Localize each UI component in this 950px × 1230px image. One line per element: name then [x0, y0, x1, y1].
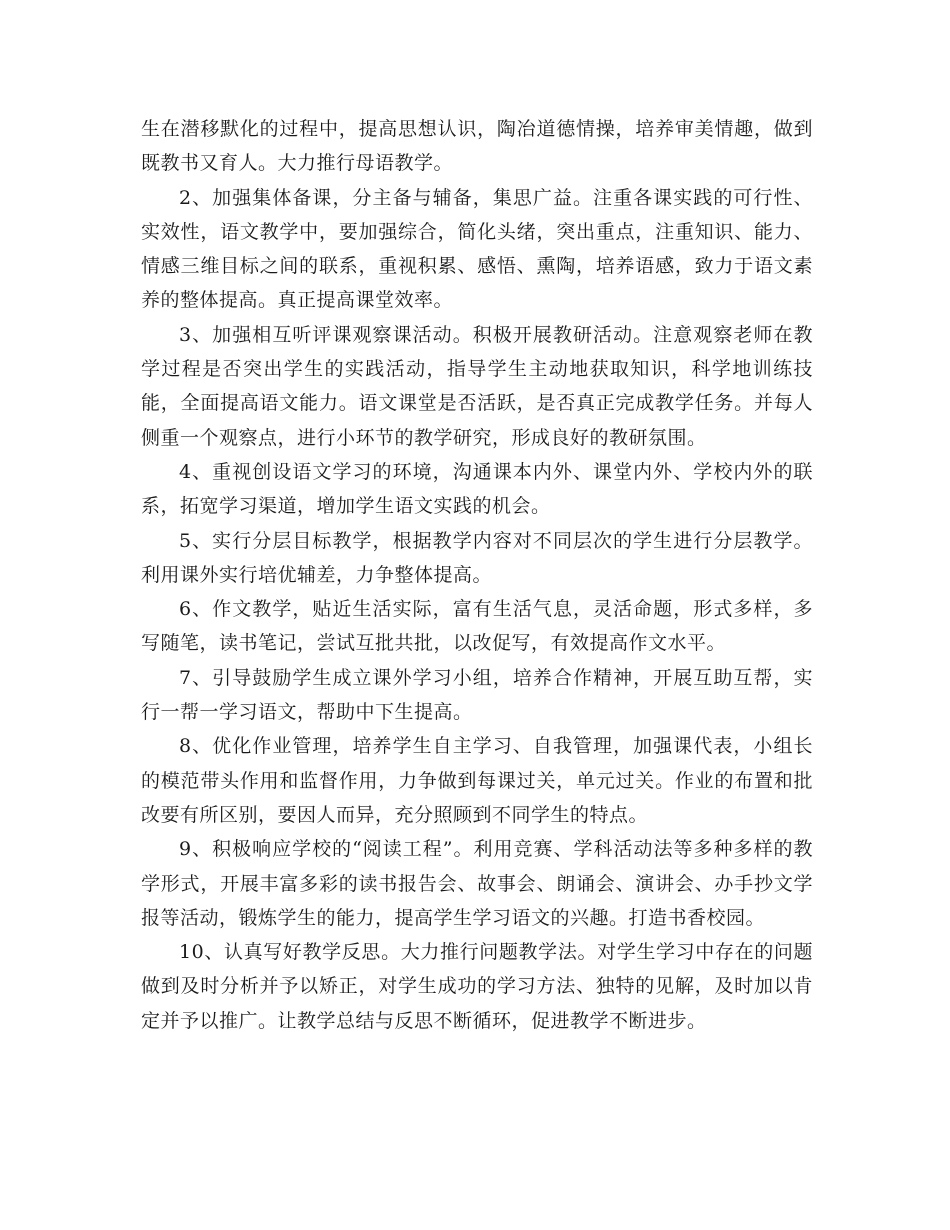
paragraph-item-10: 10、认真写好教学反思。大力推行问题教学法。对学生学习中存在的问题做到及时分析并予以矫正，对学生成功的学习方法、独特的见解，及时加以肯定并予以推广。让教学总结与反思不断循环，促进教学不断进步。 [141, 941, 813, 1032]
paragraph-item-2: 2、加强集体备课，分主备与辅备，集思广益。注重各课实践的可行性、实效性，语文教学中，要加强综合，简化头绪，突出重点，注重知识、能力、情感三维目标之间的联系，重视积累、感悟、熏陶，培养语感，致力于语文素养的整体提高。真正提高课堂效率。 [141, 186, 813, 312]
paragraph-item-4: 4、重视创设语文学习的环境，沟通课本内外、课堂内外、学校内外的联系，拓宽学习渠道，增加学生语文实践的机会。 [141, 460, 813, 518]
paragraph-continuation: 生在潜移默化的过程中，提高思想认识，陶冶道德情操，培养审美情趣，做到既教书又育人。大力推行母语教学。 [141, 118, 813, 175]
paragraph-item-8: 8、优化作业管理，培养学生自主学习、自我管理，加强课代表，小组长的模范带头作用和监督作用，力争做到每课过关，单元过关。作业的布置和批改要有所区别，要因人而异，充分照顾到不同学生的特点。 [141, 735, 813, 826]
paragraph-item-6: 6、作文教学，贴近生活实际，富有生活气息，灵活命题，形式多样，多写随笔，读书笔记，尝试互批共批，以改促写，有效提高作文水平。 [141, 598, 813, 655]
paragraph-item-9: 9、积极响应学校的“阅读工程”。利用竞赛、学科活动法等多种多样的教学形式，开展丰富多彩的读书报告会、故事会、朗诵会、演讲会、办手抄文学报等活动，锻炼学生的能力，提高学生学习语文的兴趣。打造书香校园。 [141, 838, 813, 929]
paragraph-item-3: 3、加强相互听评课观察课活动。积极开展教研活动。注意观察老师在教学过程是否突出学生的实践活动，指导学生主动地获取知识，科学地训练技能，全面提高语文能力。语文课堂是否活跃，是否真正完成教学任务。并每人侧重一个观察点，进行小环节的教学研究，形成良好的教研氛围。 [141, 323, 813, 449]
paragraph-item-5: 5、实行分层目标教学，根据教学内容对不同层次的学生进行分层教学。利用课外实行培优辅差，力争整体提高。 [141, 529, 813, 586]
document-body [141, 112, 813, 1038]
paragraph-item-7: 7、引导鼓励学生成立课外学习小组，培养合作精神，开展互助互帮，实行一帮一学习语文，帮助中下生提高。 [141, 666, 813, 724]
